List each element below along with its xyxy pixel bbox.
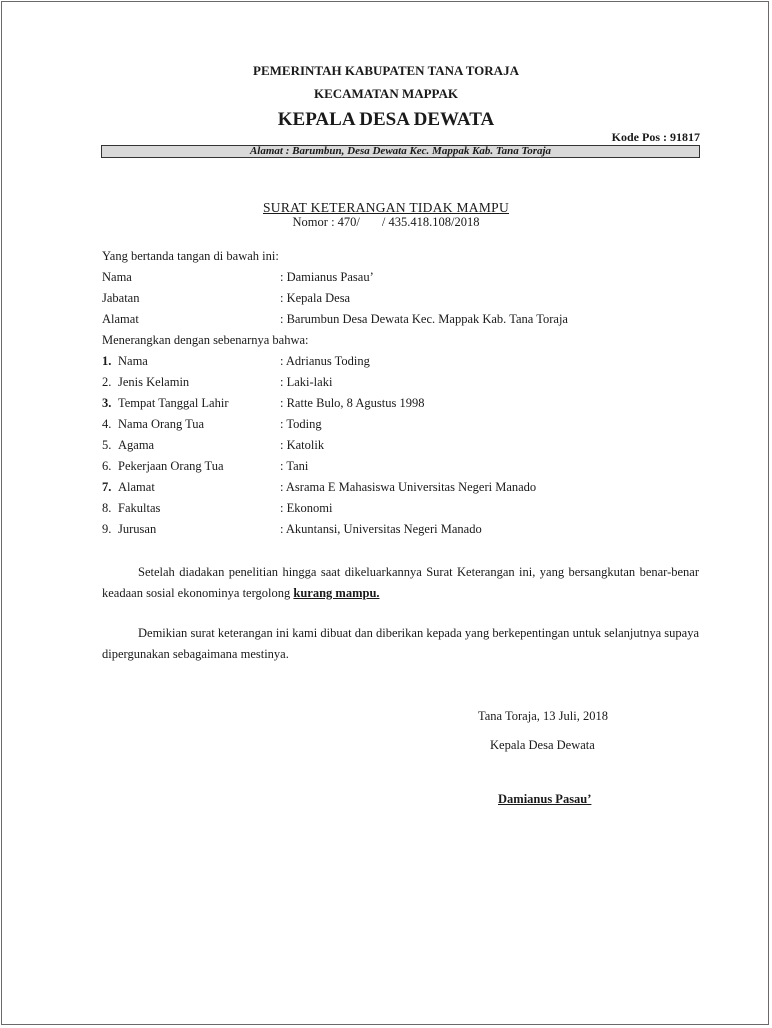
statement-emphasis: kurang mampu. xyxy=(293,586,380,600)
subject-row xyxy=(102,522,482,537)
signatory-name: Damianus Pasau’ xyxy=(498,792,592,806)
letter-number xyxy=(0,215,772,230)
field-value: : Laki-laki xyxy=(280,375,333,389)
field-value: : Barumbun Desa Dewata Kec. Mappak Kab. Tana Toraja xyxy=(280,312,568,326)
field-value: : Kepala Desa xyxy=(280,291,351,305)
field-label: Alamat xyxy=(102,312,139,326)
field-value: : Tani xyxy=(280,459,309,473)
field-value: : Toding xyxy=(280,417,322,431)
statement-text: Setelah diadakan penelitian hingga saat dikeluarkannya Surat Keterangan ini, yang bersangkutan benar-benar keadaan sosial ekonominya tergolong xyxy=(102,565,699,600)
item-number: 5. xyxy=(102,438,112,452)
field-label: Nama xyxy=(102,270,132,284)
item-number: 4. xyxy=(102,417,112,431)
letter-title: SURAT KETERANGAN TIDAK MAMPU xyxy=(262,200,510,215)
item-number: 9. xyxy=(102,522,112,536)
subject-intro: Menerangkan dengan sebenarnya bahwa: xyxy=(102,333,309,347)
field-value: : Ekonomi xyxy=(280,501,333,515)
subject-row xyxy=(102,396,425,411)
address-text: Alamat : Barumbun, Desa Dewata Kec. Mappak Kab. Tana Toraja xyxy=(249,145,552,157)
signatory-position: Kepala Desa Dewata xyxy=(490,738,595,752)
closing-paragraph xyxy=(102,623,699,665)
letter-number-suffix: / 435.418.108/2018 xyxy=(381,215,480,229)
signatory-intro: Yang bertanda tangan di bawah ini: xyxy=(102,249,279,263)
field-label: Alamat xyxy=(118,480,155,494)
subject-row xyxy=(102,354,370,369)
item-number: 8. xyxy=(102,501,112,515)
field-value: : Adrianus Toding xyxy=(280,354,370,368)
field-label: Nama Orang Tua xyxy=(118,417,205,431)
subject-row xyxy=(102,375,333,390)
field-value: : Akuntansi, Universitas Negeri Manado xyxy=(280,522,482,536)
item-number: 2. xyxy=(102,375,112,389)
subject-row xyxy=(102,417,322,432)
field-label: Nama xyxy=(118,354,148,368)
office-heading: KEPALA DESA DEWATA xyxy=(277,109,495,130)
item-number: 3. xyxy=(102,396,112,410)
field-label: Jabatan xyxy=(102,291,140,305)
subject-row xyxy=(102,438,325,453)
field-label: Pekerjaan Orang Tua xyxy=(118,459,224,473)
field-label: Tempat Tanggal Lahir xyxy=(118,396,229,410)
signatory-row xyxy=(102,312,568,327)
field-value: : Asrama E Mahasiswa Universitas Negeri Manado xyxy=(280,480,537,494)
statement-paragraph xyxy=(102,562,699,604)
field-label: Agama xyxy=(118,438,155,452)
signatory-row xyxy=(102,270,374,285)
field-label: Jenis Kelamin xyxy=(118,375,190,389)
field-value: : Katolik xyxy=(280,438,325,452)
closing-text: Demikian surat keterangan ini kami dibuat dan diberikan kepada yang berkepentingan untuk selanjutnya supaya dipergunakan sebagaimana mestinya. xyxy=(102,626,699,661)
signatory-row xyxy=(102,291,351,306)
item-number: 1. xyxy=(102,354,112,368)
letter-number-prefix: Nomor : 470/ xyxy=(292,215,360,229)
district-heading: KECAMATAN MAPPAK xyxy=(313,86,459,101)
postal-code: Kode Pos : 91817 xyxy=(611,130,700,144)
subject-row xyxy=(102,459,309,474)
field-value: : Ratte Bulo, 8 Agustus 1998 xyxy=(280,396,425,410)
field-value: : Damianus Pasau’ xyxy=(280,270,374,284)
subject-row xyxy=(102,501,333,516)
subject-row xyxy=(102,480,537,495)
place-date: Tana Toraja, 13 Juli, 2018 xyxy=(478,709,608,723)
government-heading: PEMERINTAH KABUPATEN TANA TORAJA xyxy=(253,63,519,78)
field-label: Fakultas xyxy=(118,501,161,515)
field-label: Jurusan xyxy=(118,522,157,536)
item-number: 6. xyxy=(102,459,112,473)
item-number: 7. xyxy=(102,480,112,494)
address-bar xyxy=(101,145,700,158)
